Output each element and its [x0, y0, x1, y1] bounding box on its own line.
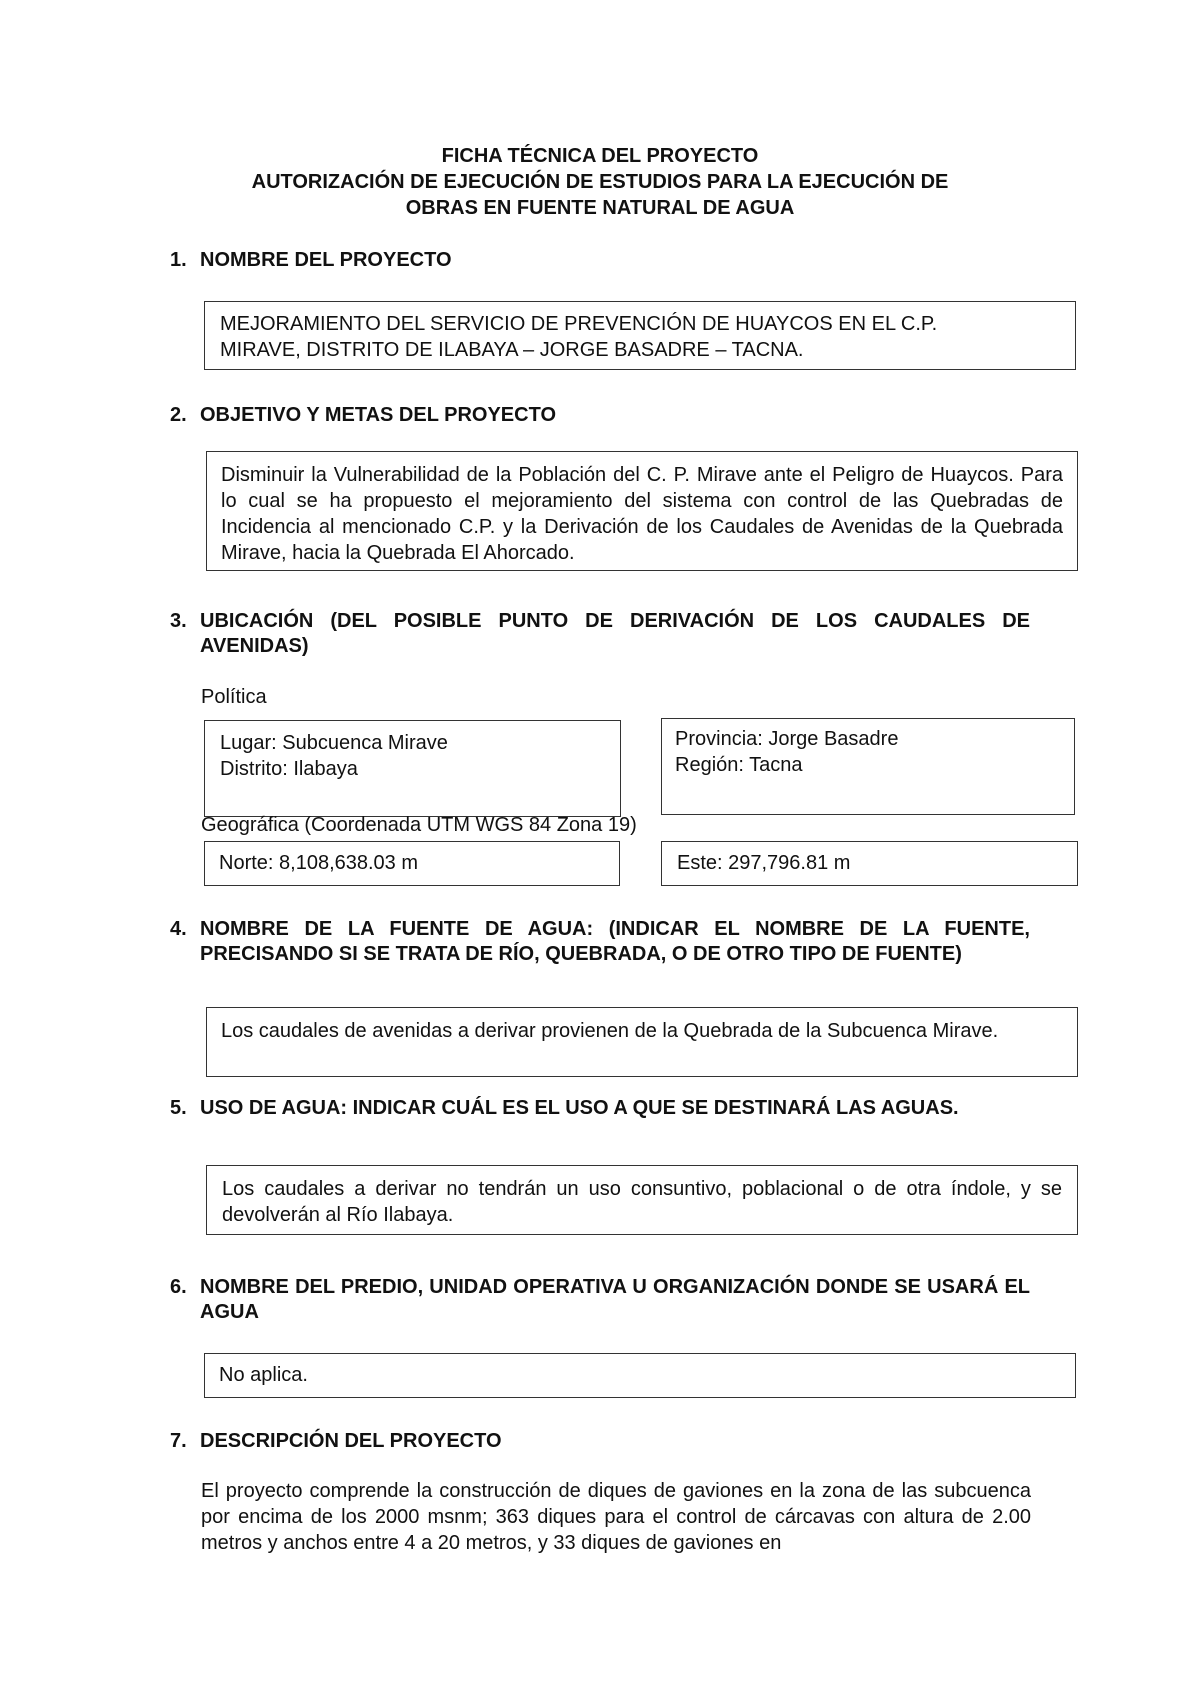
location-right-box	[661, 718, 1075, 815]
section-number: 1.	[170, 249, 187, 271]
section-2-heading	[170, 403, 1030, 428]
section-title: NOMBRE DE LA FUENTE DE AGUA: (INDICAR EL NOMBRE DE LA FUENTE, PRECISANDO SI SE TRATA DE RÍO, QUEBRADA, O DE OTRO TIPO DE FUENTE)	[200, 918, 1030, 965]
section-4-heading	[170, 917, 1030, 967]
title-line-3: OBRAS EN FUENTE NATURAL DE AGUA	[405, 197, 795, 219]
section-3-heading	[170, 609, 1030, 659]
objective-box	[206, 451, 1078, 571]
section-title: OBJETIVO Y METAS DEL PROYECTO	[200, 404, 557, 426]
distrito-value: Distrito: Ilabaya	[220, 758, 358, 780]
section-title: UBICACIÓN (DEL POSIBLE PUNTO DE DERIVACIÓN DE LOS CAUDALES DE AVENIDAS)	[200, 610, 1030, 657]
politica-label: Política	[201, 686, 267, 708]
section-title: NOMBRE DEL PREDIO, UNIDAD OPERATIVA U ORGANIZACIÓN DONDE SE USARÁ EL AGUA	[200, 1276, 1030, 1323]
title-line-1: FICHA TÉCNICA DEL PROYECTO	[441, 145, 759, 167]
section-number: 5.	[170, 1097, 187, 1119]
section-number: 7.	[170, 1430, 187, 1452]
document-title	[0, 143, 1200, 221]
objective-text: Disminuir la Vulnerabilidad de la Población del C. P. Mirave ante el Peligro de Huaycos. Para lo cual se ha propuesto el mejoramiento del sistema con control de las Quebradas de Incidencia al mencionado C.P. y la Derivación de los Caudales de Avenidas de la Quebrada Mirave, hacia la Quebrada El Ahorcado.	[221, 464, 1063, 564]
section-7-heading	[170, 1429, 1030, 1454]
water-use-box	[206, 1165, 1078, 1235]
section-number: 2.	[170, 404, 187, 426]
water-source-text: Los caudales de avenidas a derivar provienen de la Quebrada de la Subcuenca Mirave.	[221, 1020, 999, 1042]
region-value: Región: Tacna	[675, 754, 803, 776]
section-title: DESCRIPCIÓN DEL PROYECTO	[200, 1430, 502, 1452]
section-5-heading	[170, 1096, 1030, 1121]
section-6-heading	[170, 1275, 1030, 1325]
section-1-heading	[170, 248, 1030, 273]
section-number: 6.	[170, 1276, 187, 1298]
water-use-text: Los caudales a derivar no tendrán un uso consuntivo, poblacional o de otra índole, y se devolverán al Río Ilabaya.	[222, 1178, 1062, 1226]
project-name-line-1: MEJORAMIENTO DEL SERVICIO DE PREVENCIÓN DE HUAYCOS EN EL C.P.	[220, 313, 938, 335]
project-description: El proyecto comprende la construcción de diques de gaviones en la zona de las subcuenca por encima de los 2000 msnm; 363 diques para el control de cárcavas con altura de 2.00 metros y anchos entre 4 a 20 metros, y 33 diques de gaviones en	[201, 1480, 1031, 1554]
project-name-line-2: MIRAVE, DISTRITO DE ILABAYA – JORGE BASADRE – TACNA.	[220, 339, 804, 361]
lugar-value: Lugar: Subcuenca Mirave	[220, 732, 448, 754]
geografica-label: Geográfica (Coordenada UTM WGS 84 Zona 19)	[201, 814, 637, 836]
location-left-box	[204, 720, 621, 817]
section-number: 3.	[170, 610, 187, 632]
water-source-box	[206, 1007, 1078, 1077]
section-title: NOMBRE DEL PROYECTO	[200, 249, 452, 271]
norte-value: Norte: 8,108,638.03 m	[219, 852, 419, 874]
title-line-2: AUTORIZACIÓN DE EJECUCIÓN DE ESTUDIOS PARA LA EJECUCIÓN DE	[251, 171, 949, 193]
property-box	[204, 1353, 1076, 1398]
este-box	[661, 841, 1078, 886]
section-number: 4.	[170, 918, 187, 940]
section-title: USO DE AGUA: INDICAR CUÁL ES EL USO A QUE SE DESTINARÁ LAS AGUAS.	[200, 1097, 959, 1119]
norte-box	[204, 841, 620, 886]
property-text: No aplica.	[219, 1364, 308, 1386]
provincia-value: Provincia: Jorge Basadre	[675, 728, 899, 750]
project-name-box	[204, 301, 1076, 370]
este-value: Este: 297,796.81 m	[677, 852, 851, 874]
